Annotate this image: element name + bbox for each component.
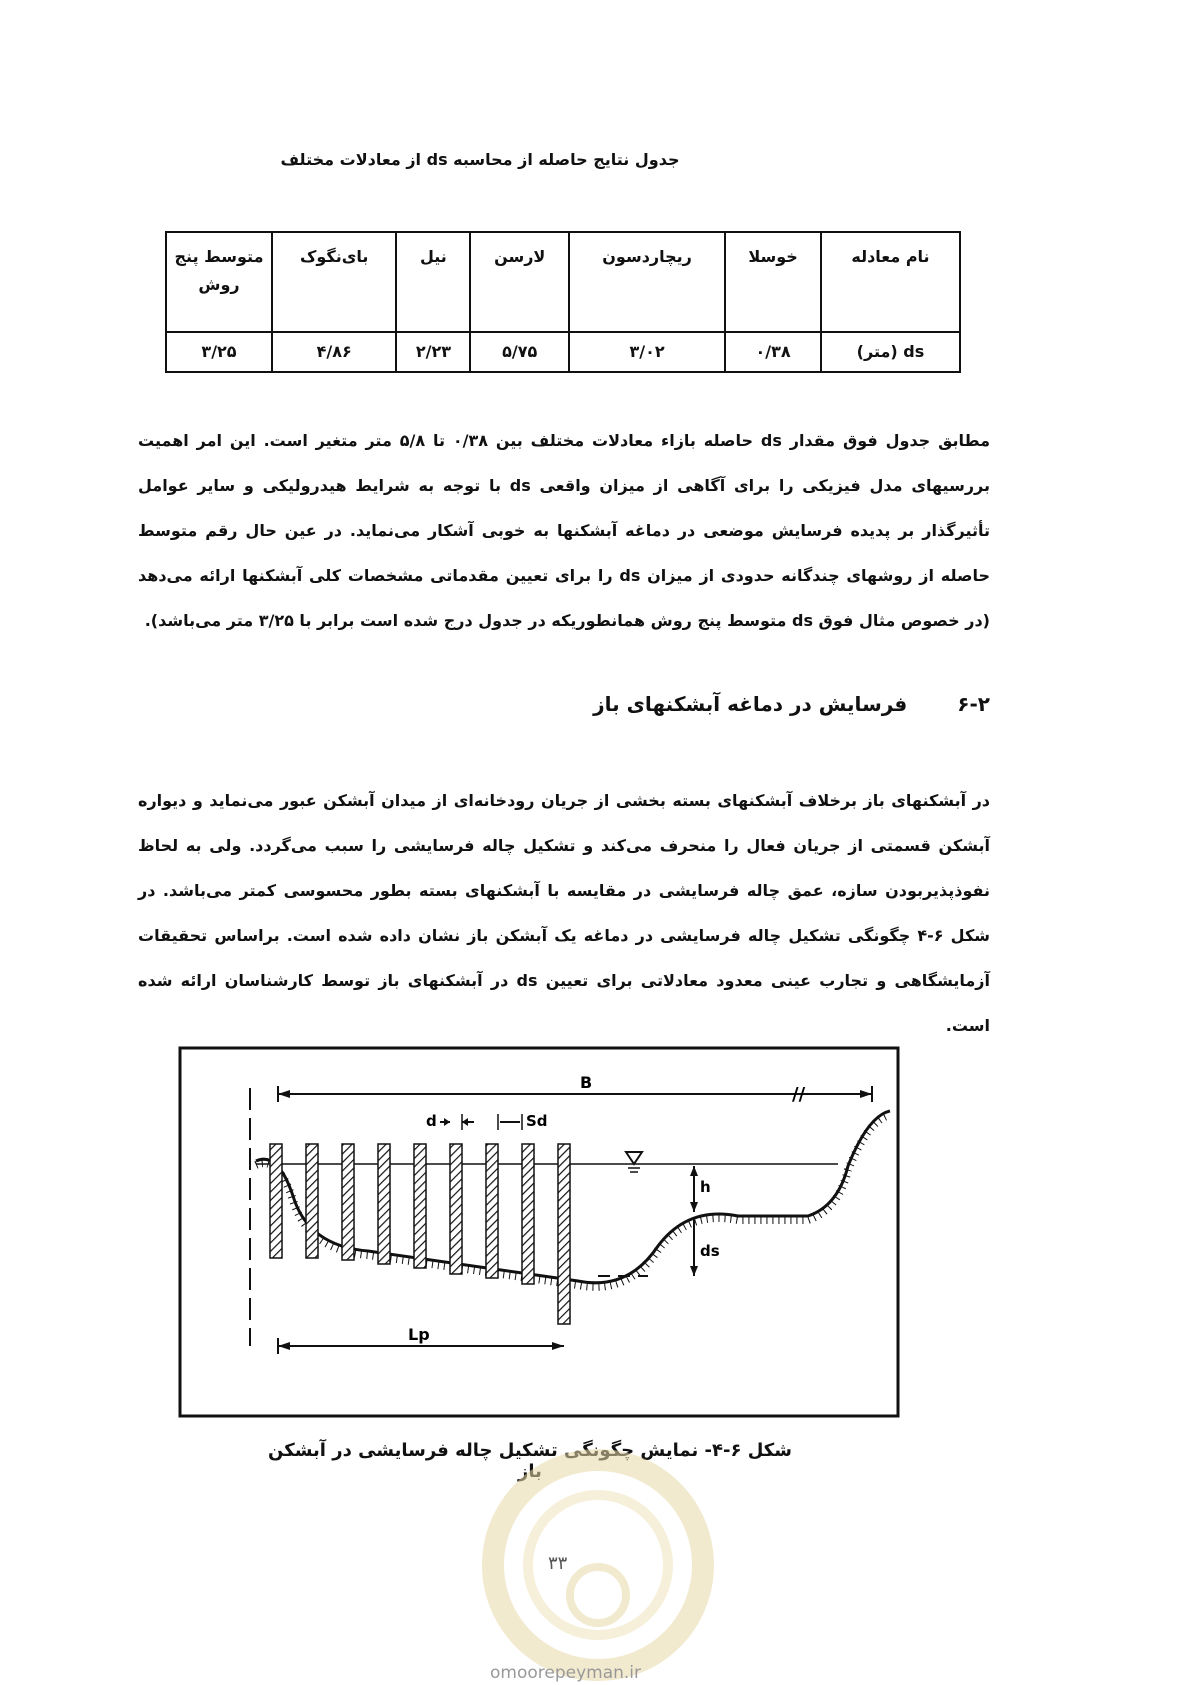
- paragraph-1: مطابق جدول فوق مقدار ds حاصله بازاء معادلات مختلف بین ۰/۳۸ تا ۵/۸ متر متغیر است. این امر اهمیت بررسیهای مدل فیزیکی را برای آگاهی از میزان واقعی ds با توجه به شرایط هیدرولیکی و سایر عوامل تأثیرگذار بر پدیده فرسایش موضعی در دماغه آبشکنها به خوبی آشکار می‌نماید. در عین حال رقم متوسط حاصله از روشهای چندگانه حدودی از میزان ds را برای تعیین مقدماتی مشخصات کلی آبشکنها ارائه می‌دهد (در خصوص مثال فوق ds متوسط پنج روش همانطوریکه در جدول درج شده است برابر با ۳/۲۵ متر می‌باشد).: [138, 431, 991, 630]
- table-cell: ۰/۳۸: [725, 332, 821, 372]
- table-header-cell: لارسن: [470, 232, 568, 332]
- table-row: [166, 332, 960, 372]
- table-header-cell: متوسط پنج روش: [166, 232, 272, 332]
- website-watermark: omoorepeyman.ir: [490, 1663, 642, 1683]
- figure-frame: [180, 1048, 898, 1416]
- table-cell: ۳/۰۲: [569, 332, 725, 372]
- watermark-logo: [478, 1445, 718, 1685]
- table-cell: ۵/۷۵: [470, 332, 568, 372]
- table-header-row: [166, 232, 960, 332]
- table-cell: ۳/۲۵: [166, 332, 272, 372]
- section-number: ۶-۲: [957, 692, 990, 716]
- table-header-cell: ریچاردسون: [569, 232, 725, 332]
- results-table: [165, 231, 961, 373]
- table-header-cell: بای‌نگوک: [272, 232, 396, 332]
- figure-caption: شکل ۶-۴- نمایش چگونگی تشکیل چاله فرسایشی در آبشکن باز: [268, 1440, 792, 1482]
- table-header-cell: نیل: [396, 232, 470, 332]
- table-cell: ۲/۲۳: [396, 332, 470, 372]
- page-number: ۳۳: [548, 1553, 568, 1574]
- label-sd: Sd: [526, 1112, 548, 1130]
- label-d: d: [426, 1112, 437, 1130]
- paragraph-2: در آبشکنهای باز برخلاف آبشکنهای بسته بخشی از جریان رودخانه‌ای از میدان آبشکن عبور می‌نماید و دیواره آبشکن قسمتی از جریان فعال را منحرف می‌کند و تشکیل چاله فرسایشی را سبب می‌گردد. ولی به لحاظ نفوذپذیربودن سازه، عمق چاله فرسایشی در مقایسه با آبشکنهای بسته بطور محسوسی کمتر می‌باشد. در شکل ۶-۴ چگونگی تشکیل چاله فرسایشی در دماغه یک آبشکن باز نشان داده شده است. براساس تحقیقات آزمایشگاهی و تجارب عینی معدود معادلاتی برای تعیین ds در آبشکنهای باز توسط کارشناسان ارائه شده است.: [138, 791, 991, 1035]
- table-header-cell: نام معادله: [821, 232, 960, 332]
- table-header-cell: خوسلا: [725, 232, 821, 332]
- table-cell: ds (متر): [821, 332, 960, 372]
- label-h: h: [700, 1178, 711, 1196]
- table-cell: ۴/۸۶: [272, 332, 396, 372]
- label-lp: Lp: [408, 1325, 430, 1344]
- break-mark-icon: //: [792, 1084, 806, 1105]
- groyne-scour-figure: [178, 1046, 900, 1418]
- table-caption: جدول نتایج حاصله از محاسبه ds از معادلات مختلف: [280, 150, 680, 169]
- section-title: فرسایش در دماغه آبشکنهای باز: [593, 692, 908, 716]
- section-heading: [138, 692, 990, 716]
- label-ds: ds: [700, 1242, 720, 1260]
- label-b: B: [580, 1073, 593, 1092]
